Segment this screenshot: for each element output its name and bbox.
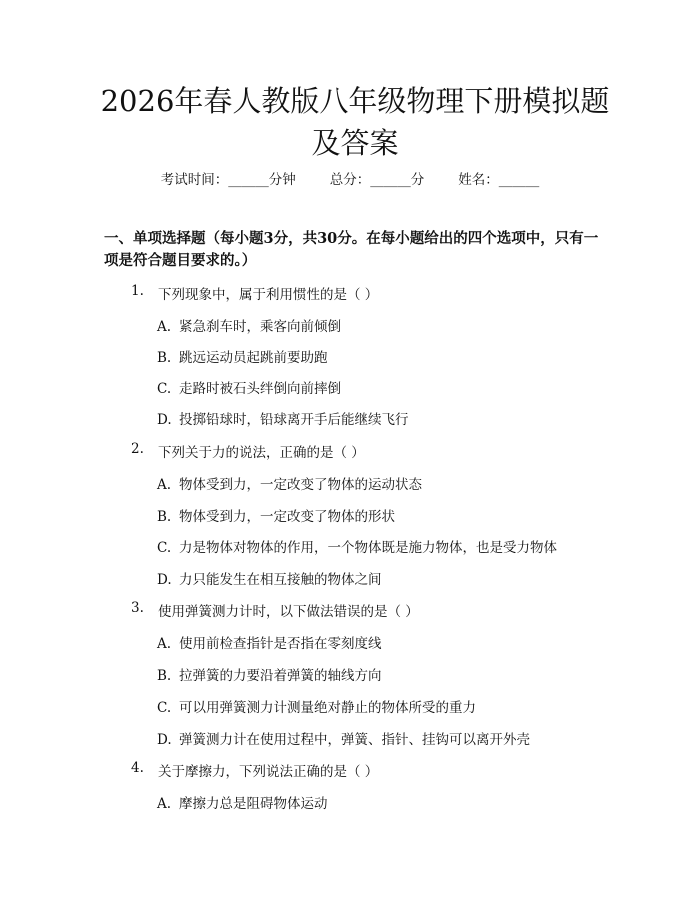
student-name-field: 姓名：______ bbox=[458, 172, 540, 188]
option-label: A. bbox=[157, 796, 172, 812]
exam-time-field: 考试时间：______分钟 bbox=[160, 172, 296, 188]
option-label: C. bbox=[157, 700, 172, 716]
page-title: 2026年春人教版八年级物理下册模拟题及答案 bbox=[100, 84, 610, 160]
option-label: D. bbox=[157, 412, 172, 428]
option-text: 力是物体对物体的作用，一个物体既是施力物体，也是受力物体 bbox=[179, 540, 557, 556]
option-label: B. bbox=[157, 350, 172, 366]
question-3-option-b bbox=[157, 664, 382, 684]
option-label: A. bbox=[157, 477, 172, 493]
question-3-option-c bbox=[157, 696, 476, 716]
question-2-option-c bbox=[157, 536, 557, 556]
option-text: 可以用弹簧测力计测量绝对静止的物体所受的重力 bbox=[179, 700, 476, 716]
option-text: 使用前检查指针是否指在零刻度线 bbox=[179, 636, 382, 652]
question-stem: 下列现象中，属于利用惯性的是（ ） bbox=[158, 287, 379, 303]
question-1-option-a bbox=[157, 315, 341, 335]
option-label: D. bbox=[157, 732, 172, 748]
option-text: 走路时被石头绊倒向前摔倒 bbox=[179, 381, 341, 397]
option-label: A. bbox=[157, 636, 172, 652]
option-text: 拉弹簧的力要沿着弹簧的轴线方向 bbox=[179, 668, 382, 684]
option-text: 紧急刹车时，乘客向前倾倒 bbox=[179, 319, 341, 335]
question-2-option-d bbox=[157, 568, 382, 588]
question-number: 4. bbox=[131, 760, 144, 776]
option-text: 摩擦力总是阻碍物体运动 bbox=[179, 796, 328, 812]
option-text: 物体受到力，一定改变了物体的形状 bbox=[179, 509, 395, 525]
question-2-option-b bbox=[157, 505, 395, 525]
exam-meta bbox=[0, 168, 700, 188]
option-text: 跳远运动员起跳前要助跑 bbox=[179, 350, 328, 366]
option-text: 物体受到力，一定改变了物体的运动状态 bbox=[179, 477, 422, 493]
question-4-option-a bbox=[157, 792, 328, 812]
question-1-option-c bbox=[157, 377, 341, 397]
question-1-option-b bbox=[157, 346, 328, 366]
option-label: A. bbox=[157, 319, 172, 335]
question-number: 1. bbox=[131, 283, 144, 299]
option-text: 弹簧测力计在使用过程中，弹簧、指针、挂钩可以离开外壳 bbox=[179, 732, 530, 748]
option-label: D. bbox=[157, 572, 172, 588]
option-label: B. bbox=[157, 668, 172, 684]
question-number: 2. bbox=[131, 441, 144, 457]
question-stem: 下列关于力的说法，正确的是（ ） bbox=[158, 445, 365, 461]
option-text: 力只能发生在相互接触的物体之间 bbox=[179, 572, 382, 588]
option-text: 投掷铅球时，铅球离开手后能继续飞行 bbox=[179, 412, 409, 428]
option-label: B. bbox=[157, 509, 172, 525]
section-heading: 一、单项选择题（每小题3分，共30分。在每小题给出的四个选项中，只有一项是符合题目要求的。） bbox=[104, 230, 599, 269]
question-3-option-d bbox=[157, 728, 530, 748]
question-3-option-a bbox=[157, 632, 382, 652]
question-2-option-a bbox=[157, 473, 422, 493]
total-score-field: 总分：______分 bbox=[329, 172, 425, 188]
question-stem: 使用弹簧测力计时，以下做法错误的是（ ） bbox=[158, 604, 419, 620]
question-number: 3. bbox=[131, 600, 144, 616]
option-label: C. bbox=[157, 540, 172, 556]
option-label: C. bbox=[157, 381, 172, 397]
question-1-option-d bbox=[157, 408, 409, 428]
question-stem: 关于摩擦力，下列说法正确的是（ ） bbox=[158, 764, 379, 780]
